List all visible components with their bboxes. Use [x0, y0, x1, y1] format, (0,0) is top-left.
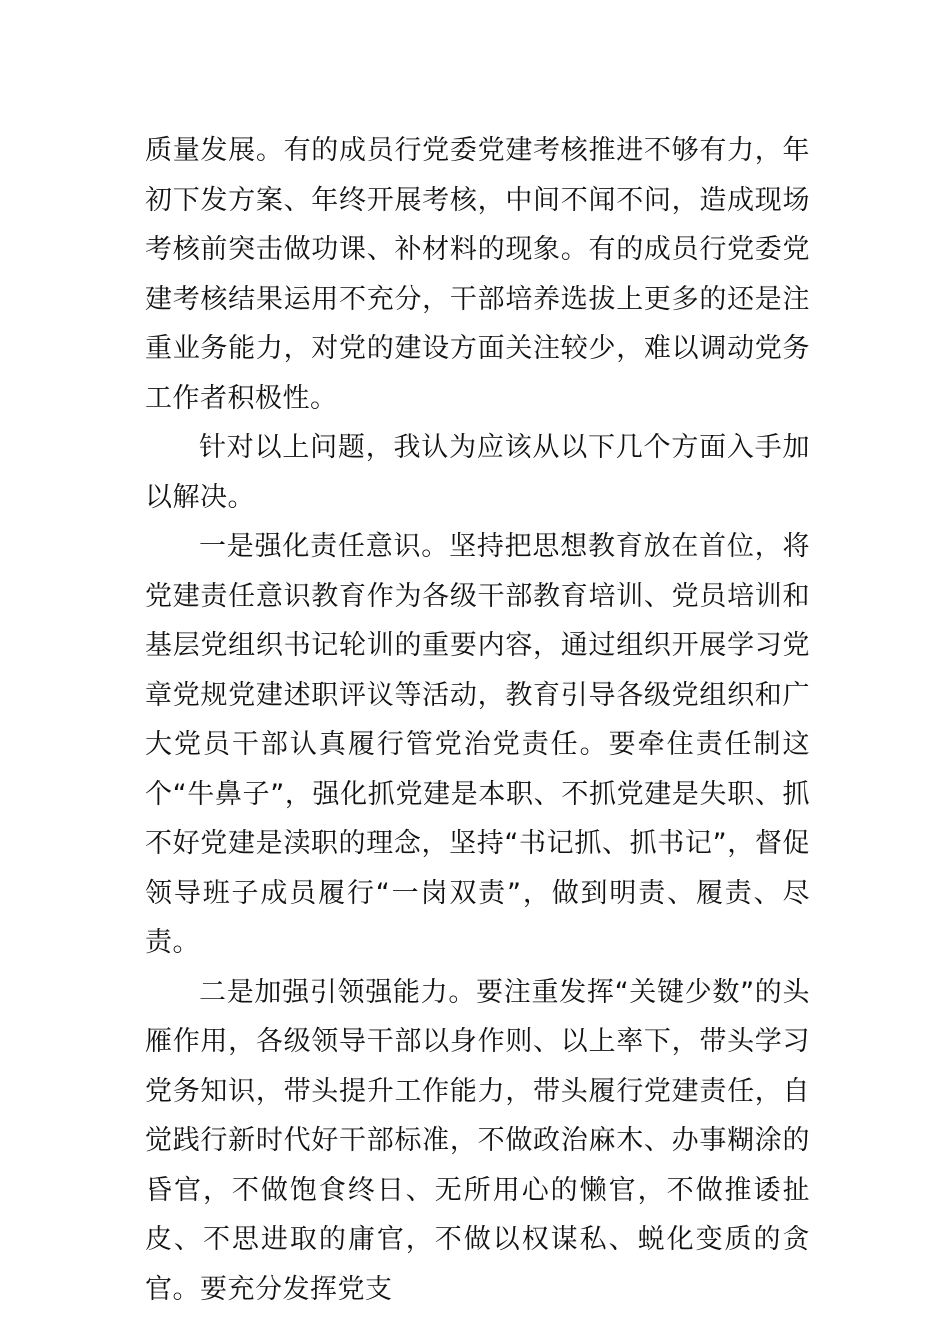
paragraph-1: 质量发展。有的成员行党委党建考核推进不够有力，年初下发方案、年终开展考核，中间不闻不问，造成现场考核前突击做功课、补材料的现象。有的成员行党委党建考核结果运用不充分，干部培养选拔上更多的还是注重业务能力，对党的建设方面关注较少，难以调动党务工作者积极性。: [145, 135, 810, 414]
paragraph-3: 一是强化责任意识。坚持把思想教育放在首位，将党建责任意识教育作为各级干部教育培训、党员培训和基层党组织书记轮训的重要内容，通过组织开展学习党章党规党建述职评议等活动，教育引导各级党组织和广大党员干部认真履行管党治党责任。要牵住责任制这个“牛鼻子”，强化抓党建是本职、不抓党建是失职、抓不好党建是渎职的理念，坚持“书记抓、抓书记”，督促领导班子成员履行“一岗双责”，做到明责、履责、尽责。: [145, 531, 810, 958]
document-body: [145, 126, 810, 1314]
paragraph-4: 二是加强引领强能力。要注重发挥“关键少数”的头雁作用，各级领导干部以身作则、以上率下，带头学习党务知识，带头提升工作能力，带头履行党建责任，自觉践行新时代好干部标准，不做政治麻木、办事糊涂的昏官，不做饱食终日、无所用心的懒官，不做推诿扯皮、不思进取的庸官，不做以权谋私、蜕化变质的贪官。要充分发挥党支: [145, 976, 810, 1305]
paragraph-2: 针对以上问题，我认为应该从以下几个方面入手加以解决。: [145, 432, 810, 513]
